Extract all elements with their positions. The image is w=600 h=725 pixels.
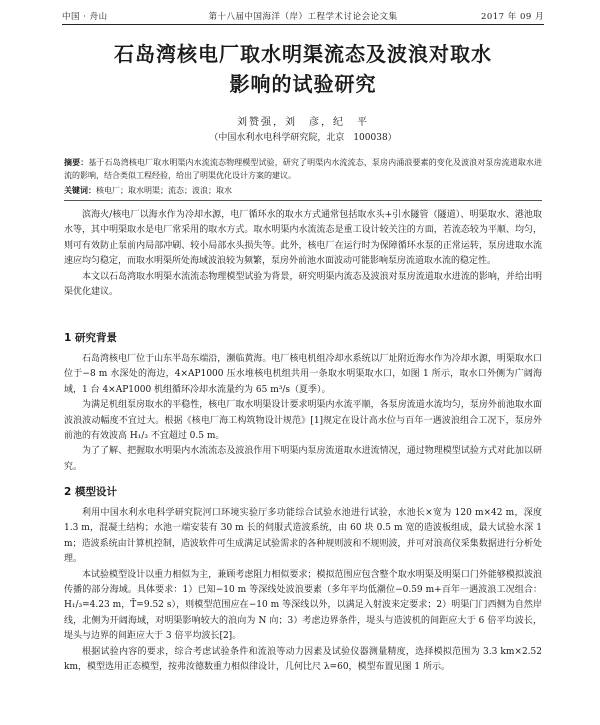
section-2-heading: 2 模型设计 bbox=[64, 486, 117, 498]
section-2-paragraph-3: 根据试验内容的要求，综合考虑试验条件和流浪等动力因素及试验仪器测量精度，选择模拟范围为 3.3 km×2.52 km，模型选用正态模型，按弗汝德数重力相似律设计，几何比尺 λ=60，模型布置见图 1 所示。 bbox=[64, 646, 542, 673]
section-2-body bbox=[64, 506, 542, 675]
section-1-paragraph-1: 石岛湾核电厂位于山东半岛东端沿，濒临黄海。电厂核电机组冷却水系统以厂址附近海水作为冷却水源，明渠取水口位于−8 m 水深处的海边，4×AP1000 压水堆核电机组共用一条取水明渠取水口，如图 1 所示，取水口外侧为广阔海域，1 台 4×AP1000 机组循环冷却水流量约为 65 m³/s（夏季）。 bbox=[64, 354, 542, 395]
section-1-paragraph-3: 为了了解、把握取水明渠内水流流态及波浪作用下明渠内泵房流道取水进流情况，通过物理模型试验方式对此加以研究。 bbox=[64, 446, 542, 472]
introduction bbox=[64, 208, 542, 300]
section-1-body bbox=[64, 352, 542, 475]
header-proceedings: 第十八届中国海洋（岸）工程学术讨论会论文集 bbox=[208, 12, 398, 22]
keywords-label: 关键词： bbox=[64, 186, 96, 195]
section-1-heading: 1 研究背景 bbox=[64, 332, 117, 344]
header-location: 中国 · 舟山 bbox=[62, 12, 108, 22]
intro-paragraph-2: 本文以石岛湾取水明渠水流流态物理模型试验为背景，研究明渠内流态及波浪对泵房流道取水进流的影响，并给出明渠优化建议。 bbox=[64, 271, 542, 298]
abstract-text: 基于石岛湾核电厂取水明渠内水流流态物理模型试验，研究了明渠内水流流态，泵房内涌浪要素的变化及波浪对泵房流道取水进流的影响，结合类似工程经验，给出了明渠优化设计方案的建议。 bbox=[64, 158, 542, 180]
abstract bbox=[64, 156, 542, 182]
section-2-paragraph-2: 本试验模型设计以重力相似为主，兼顾考虑阻力相似要求；模拟范围应包含整个取水明渠及明渠口门外能够模拟波浪传播的部分海域。具体要求：1）已知−10 m 等深线处波浪要素（多年平均低潮位−0.59 m+百年一遇波浪工况组合：H₁/₃=4.23 m，T̄=9.52 s），则模型范围应在−10 m 等深线以外，以满足入射波来定要求；2）明渠门门西侧为自然岸线，北侧为开阔海域，对明渠影响较大的浪向为 N 向；3）考虑边界条件，堤头与造波机的间距应大于 6 倍平均波长，堤头与边界的间距应大于 3 倍平均波长[2]。 bbox=[64, 569, 542, 642]
paper-title-line-1: 石岛湾核电厂取水明渠流态及波浪对取水 bbox=[114, 42, 492, 66]
abstract-label: 摘要： bbox=[64, 158, 89, 167]
abstract-divider bbox=[64, 200, 542, 201]
authors: 刘赞强，刘 彦，纪 平 bbox=[237, 117, 369, 128]
affiliation: （中国水利水电科学研究院，北京 100038） bbox=[209, 133, 397, 143]
running-header bbox=[62, 8, 544, 25]
header-date: 2017 年 09 月 bbox=[480, 12, 544, 22]
intro-paragraph-1: 滨海火/核电厂以海水作为冷却水源，电厂循环水的取水方式通常包括取水头+引水隧管（隧道）、明渠取水、港池取水等，其中明渠取水是电厂常采用的取水方式。取水明渠内水流流态是重工设计较关注的方面，若流态较为平顺、均匀，则可有效防止泵前内局部冲刷、较小局部水头损失等。此外，核电厂在运行时为保障循环水泵的正常运转，泵房进取水流速应均匀稳定，而取水明渠所处海域波浪较为频繁，泵房外前池水面波动可能影响泵房流道取水流的稳定性。 bbox=[64, 210, 542, 267]
keywords bbox=[64, 184, 542, 197]
paper-title-line-2: 影响的试验研究 bbox=[229, 72, 377, 96]
section-1-paragraph-2: 为满足机组泵房取水的平稳性，核电厂取水明渠设计要求明渠内水流平顺，各泵房流道水流均匀，泵房外前池取水面波浪波动幅度不宜过大。根据《核电厂海工构筑物设计规范》[1]规定在设计高水位与百年一遇波浪组合工况下，泵房外前池的有效波高 H₁/₃ 不宜超过 0.5 m。 bbox=[64, 400, 542, 442]
section-2-paragraph-1: 利用中国水利水电科学研究院河口环境实验厅多功能综合试验水池进行试验，水池长×宽为 120 m×42 m，深度 1.3 m，混凝土结构；水池一端安装有 30 m 长的伺服式造波系统，由 60 块 0.5 m 宽的造波板组成，最大试验水深 1 m；造波系统由计算机控制，造波软件可生成满足试验需求的各种规则波和不规则波，并可对浪高仪采集数据进行分析处理。 bbox=[64, 508, 542, 565]
keywords-text: 核电厂；取水明渠；流态；波浪；取水 bbox=[96, 186, 232, 195]
